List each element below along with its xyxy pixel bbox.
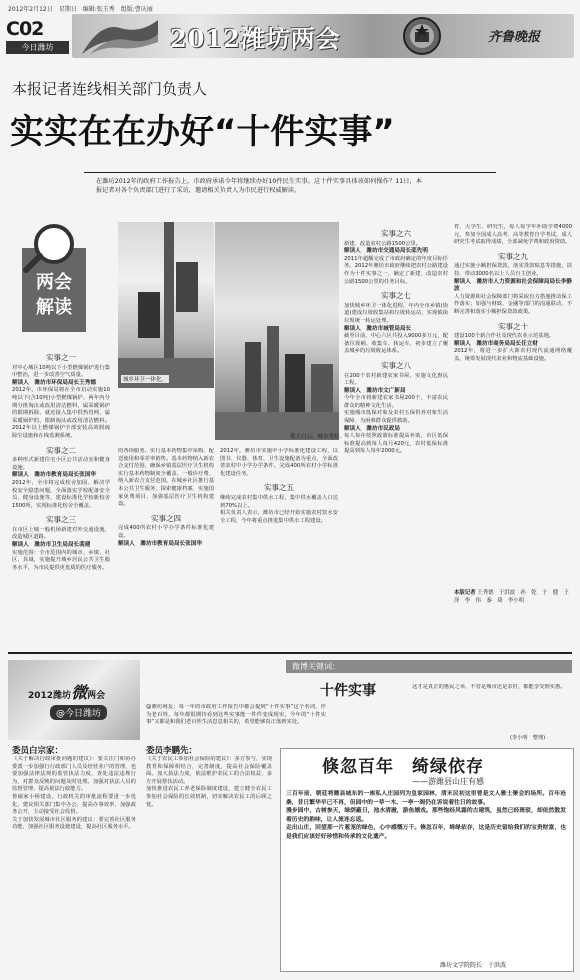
paragraph: 实施范围：全市范围内的城市、乡镇、社区、县域，实施提升城乡居民公共卫生服务水平，为市民提供更优质的医疗服务。 (12, 549, 110, 571)
interviewee: 解读人 潍坊市文广新局 (344, 387, 406, 394)
section-heading: 实事之七 (381, 291, 411, 301)
section-heading: 实事之三 (46, 515, 76, 525)
interviewee: 解读人 潍坊市民政局 (344, 425, 400, 432)
headline: 实实在在办好“十件实事” (10, 112, 395, 152)
paragraph: 走出山庄，回望那一片葱茏的绿色，心中感慨万千。倏忽百年，绮绿依存，这是历史留给我们的宝贵财富，也是我们应该好好珍惜和传承的文化遗产。 (286, 825, 566, 840)
paragraph: 相关负责人表示，潍坊市已经开始实施农村饮水安全工程，今年将重点推进集中供水工程建设。 (220, 510, 338, 524)
page-number: C02 (6, 18, 44, 40)
credits (454, 590, 575, 605)
interviewee: 解读人 潍坊市城管局局长 (344, 325, 412, 332)
column-6 (454, 224, 575, 644)
paragraph: 育、大学生、研究生，每人每学年补助学费4000元，参加全国成人高考、高等教育自学考试，成人研究生考试取得成绩，全部减免学费和政府资助。 (454, 224, 572, 246)
section-heading: 实事之二 (46, 445, 76, 455)
feature-subtitle: ——游潍县山庄有感 (412, 777, 484, 786)
paragraph: 对中心城区10吨以下小型燃煤锅炉进行集中整治，进一步改善空气质量。 (12, 364, 110, 379)
paragraph: 新建、改造农村公路1500公里。 (344, 240, 422, 247)
flag-graphic (80, 16, 160, 56)
badge-text (24, 270, 84, 320)
weibo-text2: 这才是真正的惠民之举，不管是城市还是农村，都能享受到实惠。 (412, 684, 566, 690)
interviewee: 解读人 潍坊市教育局局长张国华 (12, 472, 96, 479)
paragraph: 2012年，将进一步扩大新农村现代流通网络覆盖，统筹发展现代农业和物流基础设施。 (454, 348, 572, 362)
photo1-caption: 城乡环卫一体化。 (123, 377, 168, 383)
paragraph: 《关于解决行政审批问题的建议》：要关注门和协办委派一步加强行行政部门人员及经营业户的管理，也要加强法律法规的监管执法力度，查处违法违规行为，对群众反映的问题及时处理。加强对执法人员的监督管理，提高依法行政能力。 (12, 756, 136, 793)
paragraph: 继续完成农村集中供水工程，集中供水覆盖人口达到70%以上。 (220, 494, 338, 509)
paragraph: 2012年，潍坊市实施中小学标准化建设工程，以图书、仪器、体育、卫生设施配备为重点，全面改善农村中小学办学条件，完成400所农村小学标准化建设任务。 (220, 448, 338, 477)
paragraph: 人力资源和社会保障部门将采取有力措施推动保工作落实；加强与财政、金融等部门的沟通联动，不断完善和落实小额担保贷款政策。 (454, 293, 572, 315)
section-tag: 今日潍坊 (6, 41, 69, 54)
section-heading: 实事之九 (498, 251, 528, 261)
section-divider (8, 652, 572, 654)
badge-line1: 两会 (36, 272, 72, 293)
section-heading: 实事之五 (264, 483, 294, 493)
kicker: 本报记者连线相关部门负责人 (12, 80, 208, 98)
paragraph: 今年全市将新建农家书屋200个，丰富农民群众的精神文化生活。 (344, 395, 448, 409)
logo-handle: @今日潍坊 (50, 705, 107, 720)
interviewee: 解读人 潍坊市教育局局长张国华 (118, 540, 202, 547)
credits-label: 本版记者 (454, 590, 476, 596)
badge-line2: 解读 (36, 297, 72, 318)
credits-names: 王秀德 于洪波 孙 乾 于 健 王 泽 李 伟 秦 琦 李小明 (454, 590, 575, 604)
paragraph: 2012年，全市将完成校舍加固、解决学校安全隐患问题，全面落实学校配备安全员、健身设施等，建设标准化学校新校舍1500所，实现标准化校舍全覆盖。 (12, 479, 110, 509)
column-4 (344, 224, 448, 644)
paragraph: 多种形式新建住宅小区公共活动室和健身设施。 (12, 457, 110, 471)
weibo-sign: (李小明 整理) (510, 735, 546, 741)
interviewee: 解读人 潍坊市环保局局长王秀德 (12, 379, 96, 386)
date-line: 2012年2月12日 星期日 编辑:张玉秀 组版:曹庆丽 (8, 6, 153, 13)
paragraph: 建设100个新合作社及现代农业示范基地。 (454, 333, 555, 340)
member-1-title: 委员白宗家： (12, 746, 64, 756)
paragraph: 加快推进农民工养老保险制度建设，建立健全农民工参加社会保险的长效机制，切实解决农民工的后顾之忧。 (146, 786, 272, 808)
interviewee: 解读人 潍坊市交通局局长邵先明 (344, 248, 428, 255)
logo-line (28, 680, 105, 703)
paragraph: 三百年前，朝廷将潍县城东的一座私人庄园列为皇家园林，清末民初这里曾是文人雅士聚会的场所。百年沧桑，昔日繁华早已不再，但园中的一草一木、一亭一阁仍在诉说着往日的故事。 (286, 791, 566, 806)
paragraph: 关于加快发展城市社区服务的建议：要完善社区服务功能，加强社区服务设施建设，提高社区服务水平。 (12, 816, 136, 831)
photo-cleaners (118, 222, 214, 388)
photo-skyline (215, 222, 339, 440)
weibo-text: @潍坊网友：每一年的市政府工作报告中都会提到“十件实事”这个名词，作为老百姓，每年都很期待看到这些实事能一件件变成现实，今年的“十件实事”又都是和我们老百姓生活息息相关的，希望能够真正落到实处。 (146, 704, 326, 726)
interviewee: 解读人 潍坊市卫生局局长裴建 (12, 542, 91, 549)
interviewee: 解读人 潍坊市人力资源和社会保障局局长李静波 (454, 278, 572, 293)
feature-body (286, 790, 566, 958)
section-heading: 实事之六 (381, 229, 411, 238)
paragraph: 鲁硕家小桥建设，行政机关的审批流程要进一步优化，建议相关部门集中办公，提高办事效率，加强政务公开，主动接受社会监督。 (12, 793, 136, 816)
paragraph: 完成400所农村小学办学条件标准化建设。 (118, 525, 214, 539)
logo-wei: 微 (71, 683, 88, 702)
paper-name: 齐鲁晚报 (488, 30, 541, 45)
column-2 (118, 448, 214, 644)
logo-year: 2012潍坊 (28, 691, 72, 701)
section-heading: 实事之四 (151, 513, 181, 523)
feature-author: 潍坊文学院院长 于洪波 (440, 962, 507, 969)
paragraph: 的各项服务。实行基本药物集中采购、配送使用和零差率销售。基本药物纳入新农合支付范围，确保乡镇基层医疗卫生机构实行基本药物制度全覆盖，一般诊疗费、纳入新农合支付范围。在城乡社区推行基本公共卫生服务，探索健康档案、实施国家免费项目、加强基层医疗卫生机构建设。 (118, 448, 214, 508)
paragraph: 2011年超额完成了市政府确定的年度目标任务。2012年潍坊市政府继续把农村公路建设作为十件实事之一，确定了新建、改造农村公路1500公里的任务目标。 (344, 255, 448, 285)
lead-intro: 在潍坊2012年的政府工作报告上，市政府承诺今年将继续办好10件民生实事。这十件实事具体该如何操作？11日，本报记者对各个负责部门进行了采访，邀请相关负责人为市民进行权威解读。 (96, 178, 422, 194)
weibo-title: 十件实事 (320, 683, 376, 699)
paragraph: 加快城乡环卫一体化进程，年内全市乡镇(街道)建成垃圾收集站和垃圾转运站，实现镇街垃圾统一转运处理。 (344, 302, 448, 324)
column-3 (220, 448, 338, 644)
column-1 (12, 348, 110, 648)
paragraph: 实施城市低保对象及农村五保供养对象生活保障、为困难群众提供救助。 (344, 410, 448, 425)
banner-title: 2012潍坊两会 (170, 24, 341, 53)
paragraph: 2012年，市环保局将在全市启动实施10吨以下(含10吨)小型燃煤锅炉、两年内分期分批淘汰或改用清洁燃料，属采暖锅炉的限期拆除，就近接入集中供热管网，属采暖锅炉的，限制淘汰或改用清洁燃料。2012年以上燃煤锅炉全部安装高效脱硫除尘设施和在线监测系统。 (12, 387, 110, 439)
member-2-title: 委员李鹏先： (146, 746, 198, 756)
section-heading: 实事之一 (46, 353, 76, 362)
paragraph: 漫步园中，古树参天，绿荫蔽日，池水清澈，游鱼嬉戏。那些饱经风霜的古建筑，虽然已经斑驳，却依然散发着历史的韵味，让人流连忘返。 (286, 808, 566, 823)
intro-rule-top (84, 172, 496, 173)
section-heading: 实事之八 (381, 360, 411, 370)
interviewee: 解读人 潍坊市商务局局长任立财 (454, 340, 538, 347)
weibo-band-label: 微博关键词： (292, 662, 340, 671)
paragraph: 每人每年按照政策标准提高补助，市区低保标准提高到每人每月420元，农村低保标准提高到每人每年2000元。 (344, 433, 448, 455)
paragraph: 截至目前，中心六区共投入9000多万元，配备垃圾桶、收集车、转运车，初步建立了覆盖城乡的垃圾收运体系。 (344, 333, 448, 355)
section-heading: 实事之十 (498, 321, 528, 331)
member-1-body (12, 756, 136, 966)
member-2-body (146, 756, 272, 966)
paragraph: 在市区上城一般机场新建对外交通设施，改造城区道路。 (12, 526, 110, 541)
paragraph: 通过实施小额担保贷款，落实贷款贴息等措施，扶持、带动3000名以上人员自主创业。 (454, 263, 572, 277)
photo2-caption: 蓝天白云，城市美好。 (290, 434, 346, 440)
emblem-icon (402, 16, 442, 56)
paragraph: 《关于农民工参加社会保险的建议》：多方参与，实现教育和保障相结合，完善制度，提高社会保险覆盖面。加大执法力度，依法维护农民工的合法权益，多方开展帮扶活动。 (146, 756, 272, 785)
logo-lianghui: 两会 (87, 691, 106, 701)
feature-title: 倏忽百年 绮绿依存 (322, 757, 484, 777)
paragraph: 在200个农村新建农家书屋，实施文化惠民工程。 (344, 372, 448, 387)
